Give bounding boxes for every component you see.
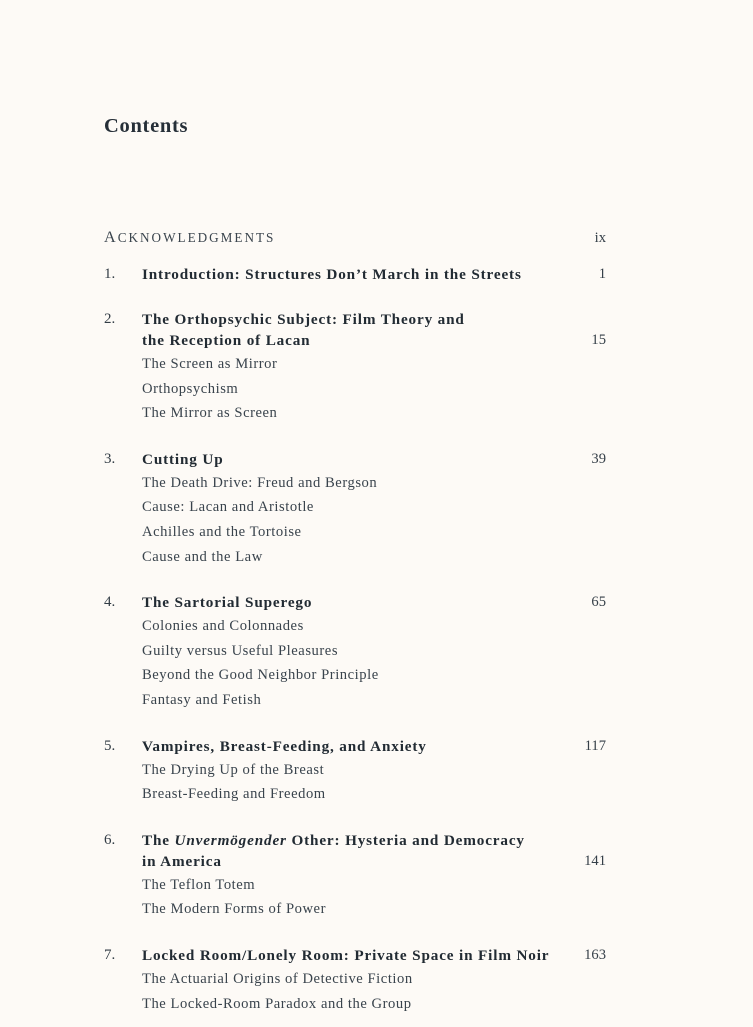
toc-entry-chapter-2[interactable] — [0, 309, 753, 426]
chapter-6-number: 6. — [104, 831, 116, 848]
chapter-6-title-suffix: Other: Hysteria and Democracy — [286, 831, 525, 849]
subsection-item[interactable]: Cause and the Law — [142, 548, 263, 565]
spacer — [0, 297, 753, 309]
subsection-item[interactable]: The Mirror as Screen — [142, 405, 278, 422]
acknowledgments-page-number: ix — [594, 230, 606, 246]
chapter-3-page-number: 39 — [591, 450, 606, 467]
subsection-item[interactable]: Achilles and the Tortoise — [142, 523, 302, 540]
chapter-7-page-number: 163 — [584, 946, 606, 963]
chapter-5-subsections — [0, 757, 753, 807]
subsection-item[interactable]: The Actuarial Origins of Detective Fiction — [142, 970, 413, 987]
toc-entry-chapter-3[interactable] — [0, 449, 753, 569]
chapter-6-page-number: 141 — [584, 852, 606, 869]
table-of-contents — [0, 228, 753, 1027]
chapter-4-title-row — [0, 592, 753, 613]
chapter-6-subsections — [0, 872, 753, 922]
subsection-item[interactable]: Guilty versus Useful Pleasures — [142, 642, 339, 659]
chapter-4-page-number: 65 — [591, 594, 606, 611]
subsection-item[interactable]: The Death Drive: Freud and Bergson — [142, 474, 378, 491]
chapter-3-title: Cutting Up — [142, 450, 224, 468]
chapter-6-title-line-2: in America — [142, 852, 222, 870]
spacer — [0, 580, 753, 592]
subsection-item[interactable]: The Drying Up of the Breast — [142, 761, 325, 778]
subsection-item[interactable]: Colonies and Colonnades — [142, 618, 304, 635]
toc-entry-chapter-4[interactable] — [0, 592, 753, 712]
subsection-item[interactable]: The Locked-Room Paradox and the Group — [142, 995, 412, 1012]
chapter-2-title-line-2: the Reception of Lacan — [142, 332, 311, 349]
chapter-5-page-number: 117 — [584, 737, 606, 754]
subsection-item[interactable]: The Teflon Totem — [142, 876, 256, 893]
toc-entry-chapter-5[interactable] — [0, 736, 753, 807]
subsection-item[interactable]: Breast-Feeding and Freedom — [142, 786, 326, 803]
acknowledgments-label-initial: A — [104, 228, 118, 246]
toc-entry-chapter-7[interactable] — [0, 945, 753, 1016]
toc-entry-chapter-1[interactable] — [0, 264, 753, 286]
subsection-item[interactable]: Cause: Lacan and Aristotle — [142, 499, 314, 516]
chapter-1-page-number: 1 — [598, 266, 606, 282]
chapter-6-title-line-1 — [142, 830, 582, 851]
chapter-4-title: The Sartorial Superego — [142, 594, 313, 612]
chapter-2-page-number: 15 — [591, 332, 606, 348]
chapter-2-subsections — [0, 351, 753, 426]
chapter-7-number: 7. — [104, 946, 116, 963]
chapter-3-title-row — [0, 449, 753, 470]
page-title: Contents — [104, 115, 189, 137]
chapter-2-number: 2. — [104, 311, 116, 327]
chapter-6-title-row — [0, 830, 753, 872]
chapter-1-number: 1. — [104, 266, 116, 282]
spacer — [0, 437, 753, 449]
subsection-item[interactable]: Orthopsychism — [142, 380, 239, 397]
chapter-7-title: Locked Room/Lonely Room: Private Space in Film Noir — [142, 946, 550, 964]
chapter-1-subsections — [0, 285, 753, 286]
spacer — [0, 818, 753, 830]
spacer — [0, 724, 753, 736]
chapter-2-title-line-1: The Orthopsychic Subject: Film Theory and — [142, 311, 465, 328]
acknowledgments-label-rest: CKNOWLEDGMENTS — [117, 230, 276, 245]
chapter-7-subsections — [0, 966, 753, 1016]
chapter-3-number: 3. — [104, 450, 116, 467]
chapter-6-title-italic-term: Unvermögender — [174, 831, 287, 849]
toc-entry-chapter-6[interactable] — [0, 830, 753, 922]
chapter-4-number: 4. — [104, 594, 116, 611]
spacer — [0, 933, 753, 945]
subsection-item[interactable]: Beyond the Good Neighbor Principle — [142, 667, 379, 684]
chapter-5-title: Vampires, Breast-Feeding, and Anxiety — [142, 737, 427, 755]
subsection-item[interactable]: Fantasy and Fetish — [142, 691, 262, 708]
chapter-2-title-row — [0, 309, 753, 351]
subsection-item[interactable]: The Modern Forms of Power — [142, 901, 326, 918]
subsection-item[interactable]: The Screen as Mirror — [142, 356, 278, 372]
toc-entry-acknowledgments[interactable] — [0, 228, 753, 248]
chapter-1-title-row — [0, 264, 753, 285]
chapter-7-title-row — [0, 945, 753, 966]
chapter-4-subsections — [0, 613, 753, 712]
chapter-6-title-prefix: The — [142, 831, 175, 849]
chapter-1-title: Introduction: Structures Don’t March in the Streets — [142, 266, 522, 283]
acknowledgments-label — [104, 228, 275, 247]
chapter-3-subsections — [0, 470, 753, 569]
chapter-5-number: 5. — [104, 737, 116, 754]
chapter-5-title-row — [0, 736, 753, 757]
